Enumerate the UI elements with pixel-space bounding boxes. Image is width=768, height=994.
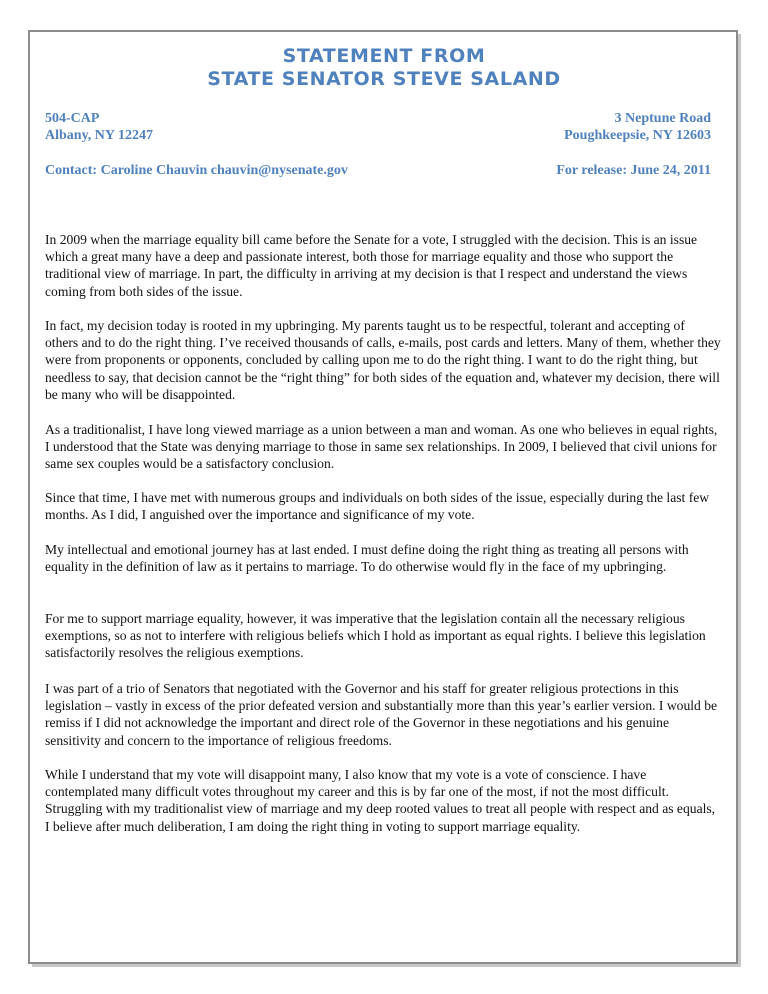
paragraph-3: As a traditionalist, I have long viewed marriage as a union between a man and woman. As one who believes in equal rights, I understood that the State was denying marriage to those in same sex relationships. In 2009, I believed that civil unions for same sex couples would be a satisfactory conclusion. (45, 422, 718, 472)
page-shadow-right (738, 34, 741, 966)
address-left-line-2: Albany, NY 12247 (45, 128, 154, 143)
paragraph-5: My intellectual and emotional journey has at last ended. I must define doing the right thing as treating all persons with equality in the definition of law as it pertains to marriage. To do otherwise would fly in the face of my upbringing. (45, 542, 689, 575)
page-shadow-bottom (32, 964, 741, 967)
release-date: For release: June 24, 2011 (556, 163, 711, 178)
title-line-2: STATE SENATOR STEVE SALAND (207, 68, 561, 90)
paragraph-8: While I understand that my vote will disappoint many, I also know that my vote is a vote of conscience. I have contemplated many difficult votes throughout my career and this is by far one of the most, if not the most difficult. Struggling with my traditionalist view of marriage and my deep rooted values to treat all people with respect and as equals, I believe after much deliberation, I am doing the right thing in voting to support marriage equality. (45, 767, 716, 834)
paragraph-4: Since that time, I have met with numerous groups and individuals on both sides of the issue, especially during the last few months. As I did, I anguished over the importance and significance of my vote. (45, 490, 710, 523)
address-right-line-2: Poughkeepsie, NY 12603 (564, 128, 711, 143)
paragraph-2: In fact, my decision today is rooted in my upbringing. My parents taught us to be respectful, tolerant and accepting of others and to do the right thing. I’ve received thousands of calls, e-mails, post cards and letters. Many of them, whether they were from proponents or opponents, concluded by calling upon me to do the right thing. I want to do the right thing, but needless to say, that decision cannot be the “right thing” for both sides of the equation and, whatever my decision, there will be many who will be disappointed. (45, 318, 721, 402)
address-left-line-1: 504-CAP (45, 111, 100, 126)
paragraph-7: I was part of a trio of Senators that negotiated with the Governor and his staff for greater religious protections in this legislation – vastly in excess of the prior defeated version and substantially more than this year’s earlier version. I would be remiss if I did not acknowledge the important and direct role of the Governor in these negotiations and his genuine sensitivity and concern to the importance of religious freedoms. (45, 681, 718, 748)
contact-line: Contact: Caroline Chauvin chauvin@nysenate.gov (45, 163, 348, 178)
address-right-line-1: 3 Neptune Road (614, 111, 711, 126)
paragraph-1: In 2009 when the marriage equality bill came before the Senate for a vote, I struggled with the decision. This is an issue which a great many have a deep and passionate interest, both those for marriage equality and those who support the traditional view of marriage. In part, the difficulty in arriving at my decision is that I respect and understand the views coming from both sides of the issue. (45, 232, 698, 299)
paragraph-6: For me to support marriage equality, however, it was imperative that the legislation contain all the necessary religious exemptions, so as not to interfere with religious beliefs which I hold as important as equal rights. I believe this legislation satisfactorily resolves the religious exemptions. (45, 611, 706, 661)
title-line-1: STATEMENT FROM (282, 45, 486, 67)
